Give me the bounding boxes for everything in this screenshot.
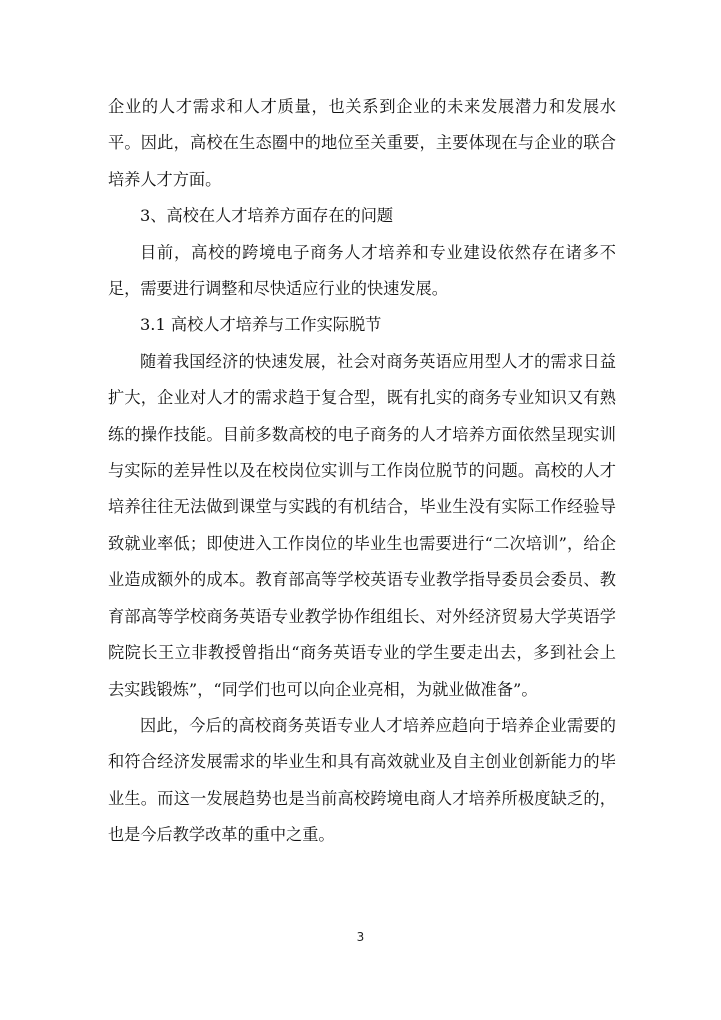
- paragraph-talent-gap: 随着我国经济的快速发展，社会对商务英语应用型人才的需求日益扩大，企业对人才的需求趋于复合型，既有扎实的商务专业知识又有熟练的操作技能。目前多数高校的电子商务的人才培养方面依然呈现实训与实际的差异性以及在校岗位实训与工作岗位脱节的问题。高校的人才培养往往无法做到课堂与实践的有机结合，毕业生没有实际工作经验导致就业率低；即使进入工作岗位的毕业生也需要进行“二次培训”，给企业造成额外的成本。教育部高等学校英语专业教学指导委员会委员、教育部高等学校商务英语专业教学协作组组长、对外经济贸易大学英语学院院长王立非教授曾指出“商务英语专业的学生要走出去，多到社会上去实践锻炼”，“同学们也可以向企业亮相，为就业做准备”。: [108, 351, 616, 699]
- page-number: 3: [356, 930, 365, 944]
- section-heading-3: 3、高校在人才培养方面存在的问题: [140, 206, 394, 226]
- document-body: [108, 89, 616, 854]
- paragraph-continuation: 企业的人才需求和人才质量，也关系到企业的未来发展潜力和发展水平。因此，高校在生态圈中的地位至关重要，主要体现在与企业的联合培养人才方面。: [108, 97, 616, 189]
- paragraph-current-status: 目前，高校的跨境电子商务人才培养和专业建设依然存在诸多不足，需要进行调整和尽快适应行业的快速发展。: [108, 242, 616, 299]
- subsection-heading-3-1: 3.1 高校人才培养与工作实际脱节: [140, 315, 382, 335]
- paragraph-conclusion: 因此，今后的高校商务英语专业人才培养应趋向于培养企业需要的和符合经济发展需求的毕业生和具有高效就业及自主创业创新能力的毕业生。而这一发展趋势也是当前高校跨境电商人才培养所极度缺乏的，也是今后教学改革的重中之重。: [108, 715, 616, 845]
